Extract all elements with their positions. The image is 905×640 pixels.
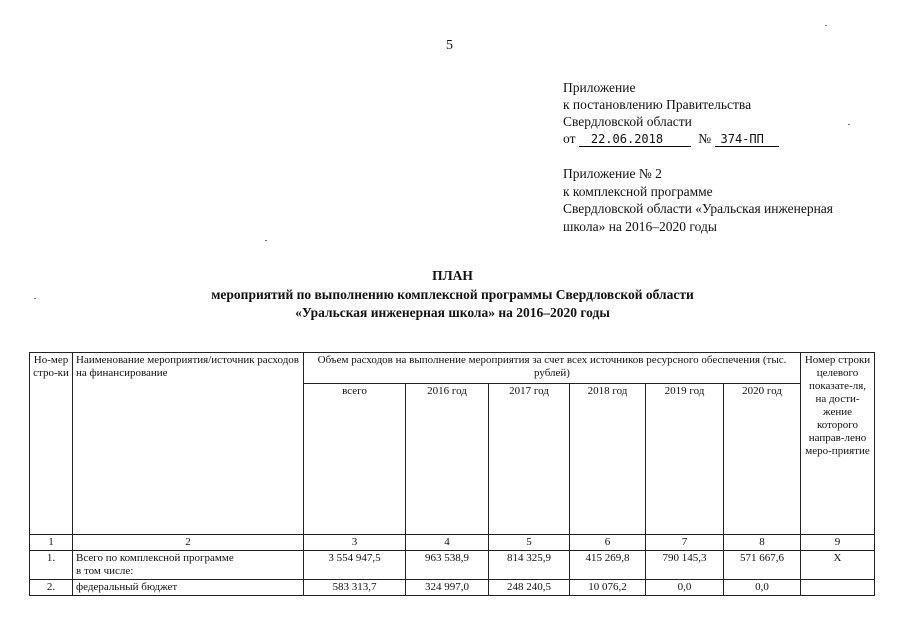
header-year: 2017 год xyxy=(489,384,570,535)
column-number: 5 xyxy=(489,535,570,551)
header-year: 2019 год xyxy=(646,384,724,535)
column-number: 4 xyxy=(406,535,489,551)
cell-total: 3 554 947,5 xyxy=(304,551,406,580)
appendix-line: Приложение № 2 xyxy=(563,166,662,181)
appendix-line: Свердловской области xyxy=(563,114,692,129)
cell-2017: 248 240,5 xyxy=(489,580,570,596)
cell-2018: 10 076,2 xyxy=(570,580,646,596)
number-prefix: № xyxy=(698,131,712,146)
resolution-date: 22.06.2018 xyxy=(579,132,691,147)
appendix-line: Приложение xyxy=(563,80,636,95)
plan-title: ПЛАН xyxy=(432,268,473,283)
row-number: 2. xyxy=(30,580,73,596)
scan-speck xyxy=(265,240,267,241)
header-volume: Объем расходов на выполнение мероприятия за счет всех источников ресурсного обеспечения (тыс. рублей) xyxy=(304,353,801,384)
cell-target xyxy=(801,580,875,596)
cell-total: 583 313,7 xyxy=(304,580,406,596)
appendix-line: к комплексной программе xyxy=(563,183,713,199)
row-name-line: Всего по комплексной программе xyxy=(76,552,234,564)
cell-2020: 0,0 xyxy=(724,580,801,596)
resolution-number: 374-ПП xyxy=(715,132,779,147)
resolution-date-line xyxy=(563,130,779,147)
column-number: 2 xyxy=(73,535,304,551)
appendix-line: к постановлению Правительства xyxy=(563,97,752,112)
cell-2019: 790 145,3 xyxy=(646,551,724,580)
row-number: 1. xyxy=(30,551,73,580)
cell-2017: 814 325,9 xyxy=(489,551,570,580)
column-number: 9 xyxy=(801,535,875,551)
column-number: 1 xyxy=(30,535,73,551)
column-number: 7 xyxy=(646,535,724,551)
column-number: 6 xyxy=(570,535,646,551)
scan-speck xyxy=(848,124,850,125)
page-number: 5 xyxy=(446,38,453,53)
table-row xyxy=(30,580,875,596)
appendix-line: школа» на 2016–2020 годы xyxy=(563,218,717,234)
appendix-program-block xyxy=(563,165,833,235)
header-year: 2020 год xyxy=(724,384,801,535)
date-prefix: от xyxy=(563,131,576,146)
header-row-number: Но-мер стро-ки xyxy=(30,353,73,535)
scan-speck xyxy=(34,298,36,299)
appendix-resolution-block xyxy=(563,79,779,147)
cell-target: Х xyxy=(801,551,875,580)
table-header-row xyxy=(30,353,875,384)
appendix-line: Свердловской области «Уральская инженерная xyxy=(563,201,834,216)
column-number-row xyxy=(30,535,875,551)
column-number: 3 xyxy=(304,535,406,551)
cell-2020: 571 667,6 xyxy=(724,551,801,580)
header-year: 2018 год xyxy=(570,384,646,535)
header-year: 2016 год xyxy=(406,384,489,535)
header-total: всего xyxy=(304,384,406,535)
header-target: Номер строки целевого показате-ля, на дости-жение которого направ-лено меро-приятие xyxy=(801,353,875,535)
header-name: Наименование мероприятия/источник расходов на финансирование xyxy=(73,353,304,535)
plan-subtitle: «Уральская инженерная школа» на 2016–2020 годы xyxy=(295,305,610,320)
row-name xyxy=(73,551,304,580)
table-row xyxy=(30,551,875,580)
row-name-line: в том числе: xyxy=(76,565,134,577)
cell-2016: 324 997,0 xyxy=(406,580,489,596)
cell-2019: 0,0 xyxy=(646,580,724,596)
row-name: федеральный бюджет xyxy=(73,580,304,596)
scan-speck xyxy=(825,25,827,26)
column-number: 8 xyxy=(724,535,801,551)
plan-table xyxy=(29,352,875,596)
plan-subtitle: мероприятий по выполнению комплексной программы Свердловской области xyxy=(211,287,694,302)
cell-2018: 415 269,8 xyxy=(570,551,646,580)
cell-2016: 963 538,9 xyxy=(406,551,489,580)
